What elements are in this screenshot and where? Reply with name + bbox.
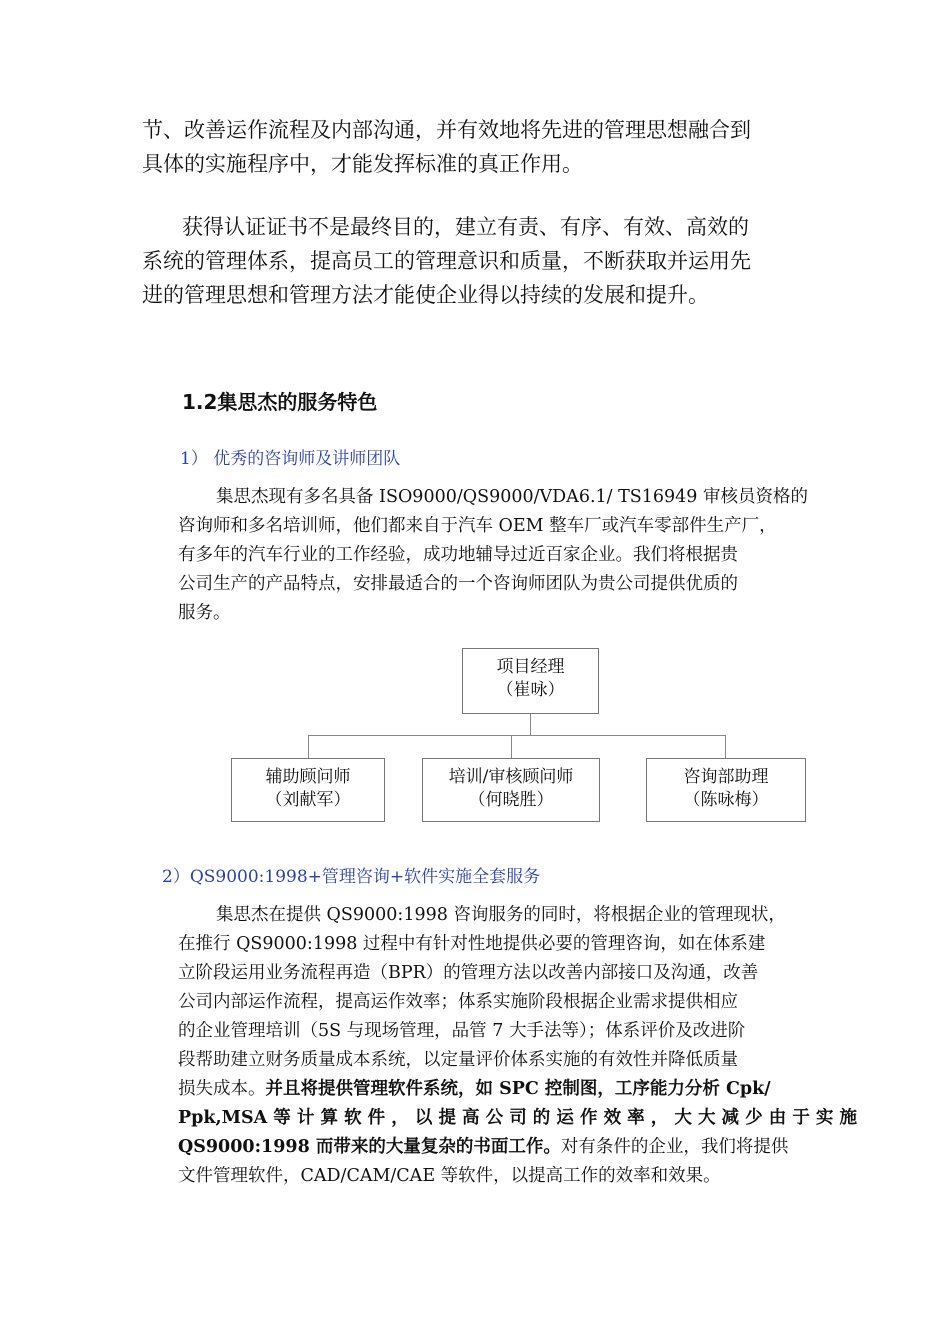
text-line: 在推行 QS9000:1998 过程中有针对性地提供必要的管理咨询，如在体系建 bbox=[178, 934, 766, 954]
org-box-name: （陈咏梅） bbox=[683, 790, 769, 810]
text-line: 的企业管理培训（5S 与现场管理，品管 7 大手法等）；体系评价及改进阶 bbox=[178, 1021, 746, 1041]
org-box-title: 培训/审核顾问师 bbox=[448, 767, 574, 787]
org-box-title: 咨询部助理 bbox=[683, 767, 769, 787]
org-box-name: （崔咏） bbox=[496, 680, 565, 700]
text-line: 集思杰现有多名具备 ISO9000/QS9000/VDA6.1/ TS16949 审核员资格的 bbox=[216, 487, 808, 507]
text-line: 获得认证证书不是最终目的，建立有责、有序、有效、高效的 bbox=[182, 215, 749, 239]
text-line: 立阶段运用业务流程再造（BPR）的管理方法以改善内部接口及沟通，改善 bbox=[178, 963, 759, 983]
org-box-title: 项目经理 bbox=[496, 657, 565, 677]
paragraph-full-service bbox=[178, 901, 858, 1191]
text-line: 有多年的汽车行业的工作经验，成功地辅导过近百家企业。我们将根据贵 bbox=[178, 545, 738, 565]
org-connector-middle bbox=[511, 735, 512, 758]
text-run: 损失成本。 bbox=[178, 1079, 266, 1099]
section-title: 1.2集思杰的服务特色 bbox=[182, 390, 378, 414]
org-connector-right bbox=[725, 735, 726, 758]
text-line: 咨询师和多名培训师，他们都来自于汽车 OEM 整车厂或汽车零部件生产厂， bbox=[178, 516, 777, 536]
paragraph-consultant-team bbox=[178, 483, 818, 628]
org-box-title: 辅助顾问师 bbox=[265, 767, 351, 787]
text-line: 公司生产的产品特点，安排最适合的一个咨询师团队为贵公司提供优质的 bbox=[178, 574, 738, 594]
subheading-consultant-team: 1） 优秀的咨询师及讲师团队 bbox=[180, 449, 401, 469]
text-line bbox=[178, 1075, 818, 1104]
text-line: 进的管理思想和管理方法才能使企业得以持续的发展和提升。 bbox=[142, 283, 709, 307]
text-line: 具体的实施程序中，才能发挥标准的真正作用。 bbox=[142, 152, 583, 176]
paragraph-certification-goal bbox=[142, 210, 822, 312]
bold-text-run: QS9000:1998 而带来的大量复杂的书面工作。 bbox=[178, 1137, 561, 1157]
text-line: 集思杰在提供 QS9000:1998 咨询服务的同时，将根据企业的管理现状， bbox=[216, 905, 786, 925]
org-box-name: （何晓胜） bbox=[468, 790, 554, 810]
org-box-consulting-assistant bbox=[646, 758, 806, 822]
org-connector-vertical-top bbox=[530, 714, 531, 736]
org-connector-horizontal bbox=[308, 735, 726, 736]
text-line: 文件管理软件，CAD/CAM/CAE 等软件，以提高工作的效率和效果。 bbox=[178, 1166, 721, 1186]
subheading-full-service: 2）QS9000:1998+管理咨询+软件实施全套服务 bbox=[162, 867, 541, 887]
bold-text-run: 并且将提供管理软件系统，如 SPC 控制图，工序能力分析 Cpk/ bbox=[265, 1079, 771, 1099]
text-line: 节、改善运作流程及内部沟通，并有效地将先进的管理思想融合到 bbox=[142, 118, 751, 142]
text-line: 公司内部运作流程，提高运作效率；体系实施阶段根据企业需求提供相应 bbox=[178, 992, 738, 1012]
paragraph-intro-continuation bbox=[142, 113, 822, 181]
text-line: 系统的管理体系，提高员工的管理意识和质量，不断获取并运用先 bbox=[142, 249, 751, 273]
org-box-project-manager bbox=[462, 648, 599, 714]
text-line bbox=[178, 1133, 818, 1162]
text-run: 对有条件的企业，我们将提供 bbox=[560, 1137, 789, 1157]
org-box-name: （刘献军） bbox=[265, 790, 351, 810]
org-box-training-audit-consultant bbox=[422, 758, 600, 822]
text-line: 段帮助建立财务质量成本系统，以定量评价体系实施的有效性并降低质量 bbox=[178, 1050, 738, 1070]
text-line: 服务。 bbox=[178, 603, 231, 623]
org-box-assistant-consultant bbox=[231, 758, 385, 822]
bold-text-line: Ppk,MSA 等 计 算 软 件 ， 以 提 高 公 司 的 运 作 效 率 ， 大 大 减 少 由 于 实 施 bbox=[178, 1108, 858, 1128]
org-connector-left bbox=[308, 735, 309, 758]
